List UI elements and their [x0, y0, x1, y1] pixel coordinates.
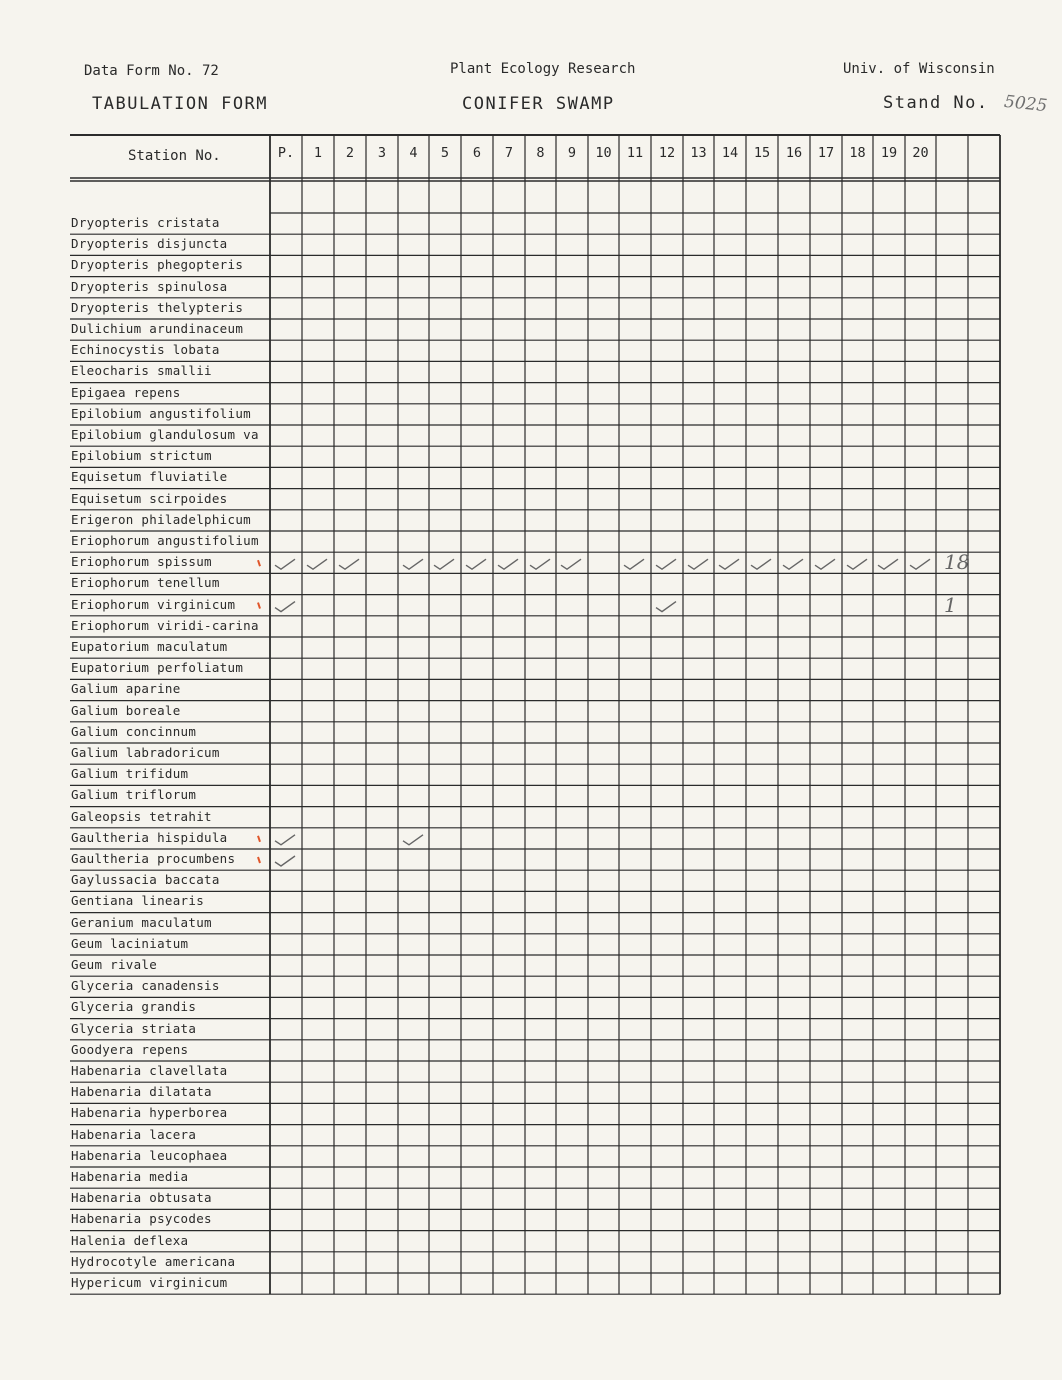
species-label: Hydrocotyle americana — [71, 1253, 236, 1269]
check-mark — [719, 559, 739, 569]
check-mark — [275, 602, 295, 612]
species-label: Epilobium angustifolium — [71, 405, 251, 421]
column-header: 18 — [849, 145, 866, 161]
species-label: Dryopteris thelypteris — [71, 299, 244, 315]
column-header: 13 — [690, 145, 707, 161]
column-header: 5 — [440, 145, 450, 161]
species-label: Galium labradoricum — [71, 745, 220, 760]
species-label: Erigeron philadelphicum — [71, 511, 251, 527]
check-mark — [815, 559, 835, 569]
column-header: 16 — [785, 145, 803, 161]
red-tick-mark — [258, 836, 260, 842]
species-label: Habenaria psycodes — [71, 1211, 212, 1227]
data-form-number: Data Form No. 72 — [84, 63, 219, 79]
species-label: Galeopsis tetrahit — [71, 808, 212, 824]
species-label: Habenaria leucophaea — [71, 1147, 228, 1163]
species-label: Eriophorum angustifolium — [71, 533, 259, 548]
check-mark — [466, 559, 486, 569]
species-label: Glyceria canadensis — [71, 978, 220, 994]
check-mark — [339, 559, 359, 569]
check-mark — [275, 559, 295, 569]
species-label: Geum rivale — [71, 957, 158, 972]
check-mark — [498, 559, 518, 569]
species-label: Geranium maculatum — [71, 914, 212, 930]
check-mark — [751, 559, 771, 569]
check-mark — [403, 559, 423, 569]
red-tick-mark — [258, 560, 260, 566]
university-name: Univ. of Wisconsin — [843, 61, 995, 77]
species-label: Eriophorum viridi-carina — [71, 617, 259, 633]
red-tick-mark — [258, 603, 260, 609]
column-header: 7 — [504, 145, 514, 161]
species-label: Echinocystis lobata — [71, 342, 220, 358]
species-label: Galium aparine — [71, 681, 181, 697]
species-label: Glyceria grandis — [71, 999, 197, 1015]
research-title: Plant Ecology Research — [450, 61, 636, 77]
species-label: Habenaria media — [71, 1169, 189, 1184]
column-header: 15 — [753, 145, 771, 161]
column-header: 12 — [658, 145, 676, 161]
column-header: 9 — [567, 145, 577, 161]
species-label: Eleocharis smallii — [71, 363, 212, 379]
species-label: Galium triflorum — [71, 787, 197, 803]
check-mark — [530, 559, 550, 569]
column-header: 11 — [626, 145, 644, 161]
red-tick-mark — [258, 857, 260, 863]
species-label: Eriophorum spissum — [71, 554, 212, 570]
species-label: Gentiana linearis — [71, 893, 205, 909]
species-label: Eupatorium maculatum — [71, 639, 228, 654]
species-label: Galium boreale — [71, 702, 181, 718]
species-label: Eriophorum tenellum — [71, 575, 220, 591]
species-label: Habenaria dilatata — [71, 1084, 212, 1100]
form-title: TABULATION FORM — [92, 94, 269, 114]
species-label: Galium concinnum — [71, 723, 197, 739]
species-label: Gaylussacia baccata — [71, 872, 220, 888]
column-header: 6 — [472, 145, 482, 161]
species-label: Dryopteris cristata — [71, 215, 220, 230]
column-header: 10 — [595, 145, 612, 161]
check-mark — [847, 559, 867, 569]
species-label: Eriophorum virginicum — [71, 596, 236, 612]
check-mark — [656, 602, 676, 612]
species-label: Epilobium glandulosum va — [71, 427, 259, 442]
species-label: Galium trifidum — [71, 766, 189, 782]
check-mark — [434, 559, 454, 569]
species-label: Epigaea repens — [71, 384, 181, 400]
check-mark — [688, 559, 708, 569]
check-mark — [403, 835, 423, 845]
species-label: Dryopteris phegopteris — [71, 257, 244, 273]
check-mark — [561, 559, 581, 569]
check-mark — [624, 559, 644, 569]
column-header: P. — [277, 145, 295, 161]
community-title: CONIFER SWAMP — [462, 94, 615, 114]
check-mark — [656, 559, 676, 569]
species-label: Eupatorium perfoliatum — [71, 660, 244, 676]
species-label: Equisetum scirpoides — [71, 490, 228, 506]
stand-number-value: 5025 — [1003, 91, 1049, 117]
check-mark — [783, 559, 803, 569]
species-label: Habenaria obtusata — [71, 1190, 212, 1206]
species-label: Hypericum virginicum — [71, 1275, 228, 1290]
row-total: 18 — [944, 550, 970, 575]
stand-number-label: Stand No. — [883, 93, 989, 113]
check-mark — [878, 559, 898, 569]
species-label: Equisetum fluviatile — [71, 469, 228, 485]
species-label: Halenia deflexa — [71, 1232, 189, 1248]
species-label: Goodyera repens — [71, 1041, 189, 1057]
species-label: Gaultheria hispidula — [71, 829, 228, 845]
species-label: Habenaria clavellata — [71, 1063, 228, 1078]
column-header: 8 — [536, 145, 545, 161]
check-mark — [275, 835, 295, 845]
species-label: Habenaria hyperborea — [71, 1105, 228, 1121]
species-label: Dulichium arundinaceum — [71, 321, 244, 336]
column-header: 4 — [409, 145, 418, 161]
check-mark — [307, 559, 327, 569]
species-label: Geum laciniatum — [71, 935, 189, 951]
species-label: Dryopteris disjuncta — [71, 236, 228, 252]
column-header: 17 — [817, 145, 835, 161]
column-header: 1 — [313, 145, 323, 161]
column-header: 2 — [345, 145, 355, 161]
check-mark — [910, 559, 930, 569]
species-label: Gaultheria procumbens — [71, 851, 236, 866]
species-label: Epilobium strictum — [71, 448, 212, 464]
species-label: Glyceria striata — [71, 1020, 197, 1036]
species-label: Habenaria lacera — [71, 1126, 197, 1142]
column-header: 3 — [377, 145, 387, 161]
check-mark — [275, 856, 295, 866]
column-header: 20 — [912, 145, 929, 161]
column-header: 19 — [880, 145, 898, 161]
column-header: 14 — [721, 145, 739, 161]
station-header: Station No. — [128, 148, 221, 164]
species-label: Dryopteris spinulosa — [71, 278, 228, 294]
row-total: 1 — [944, 592, 957, 617]
